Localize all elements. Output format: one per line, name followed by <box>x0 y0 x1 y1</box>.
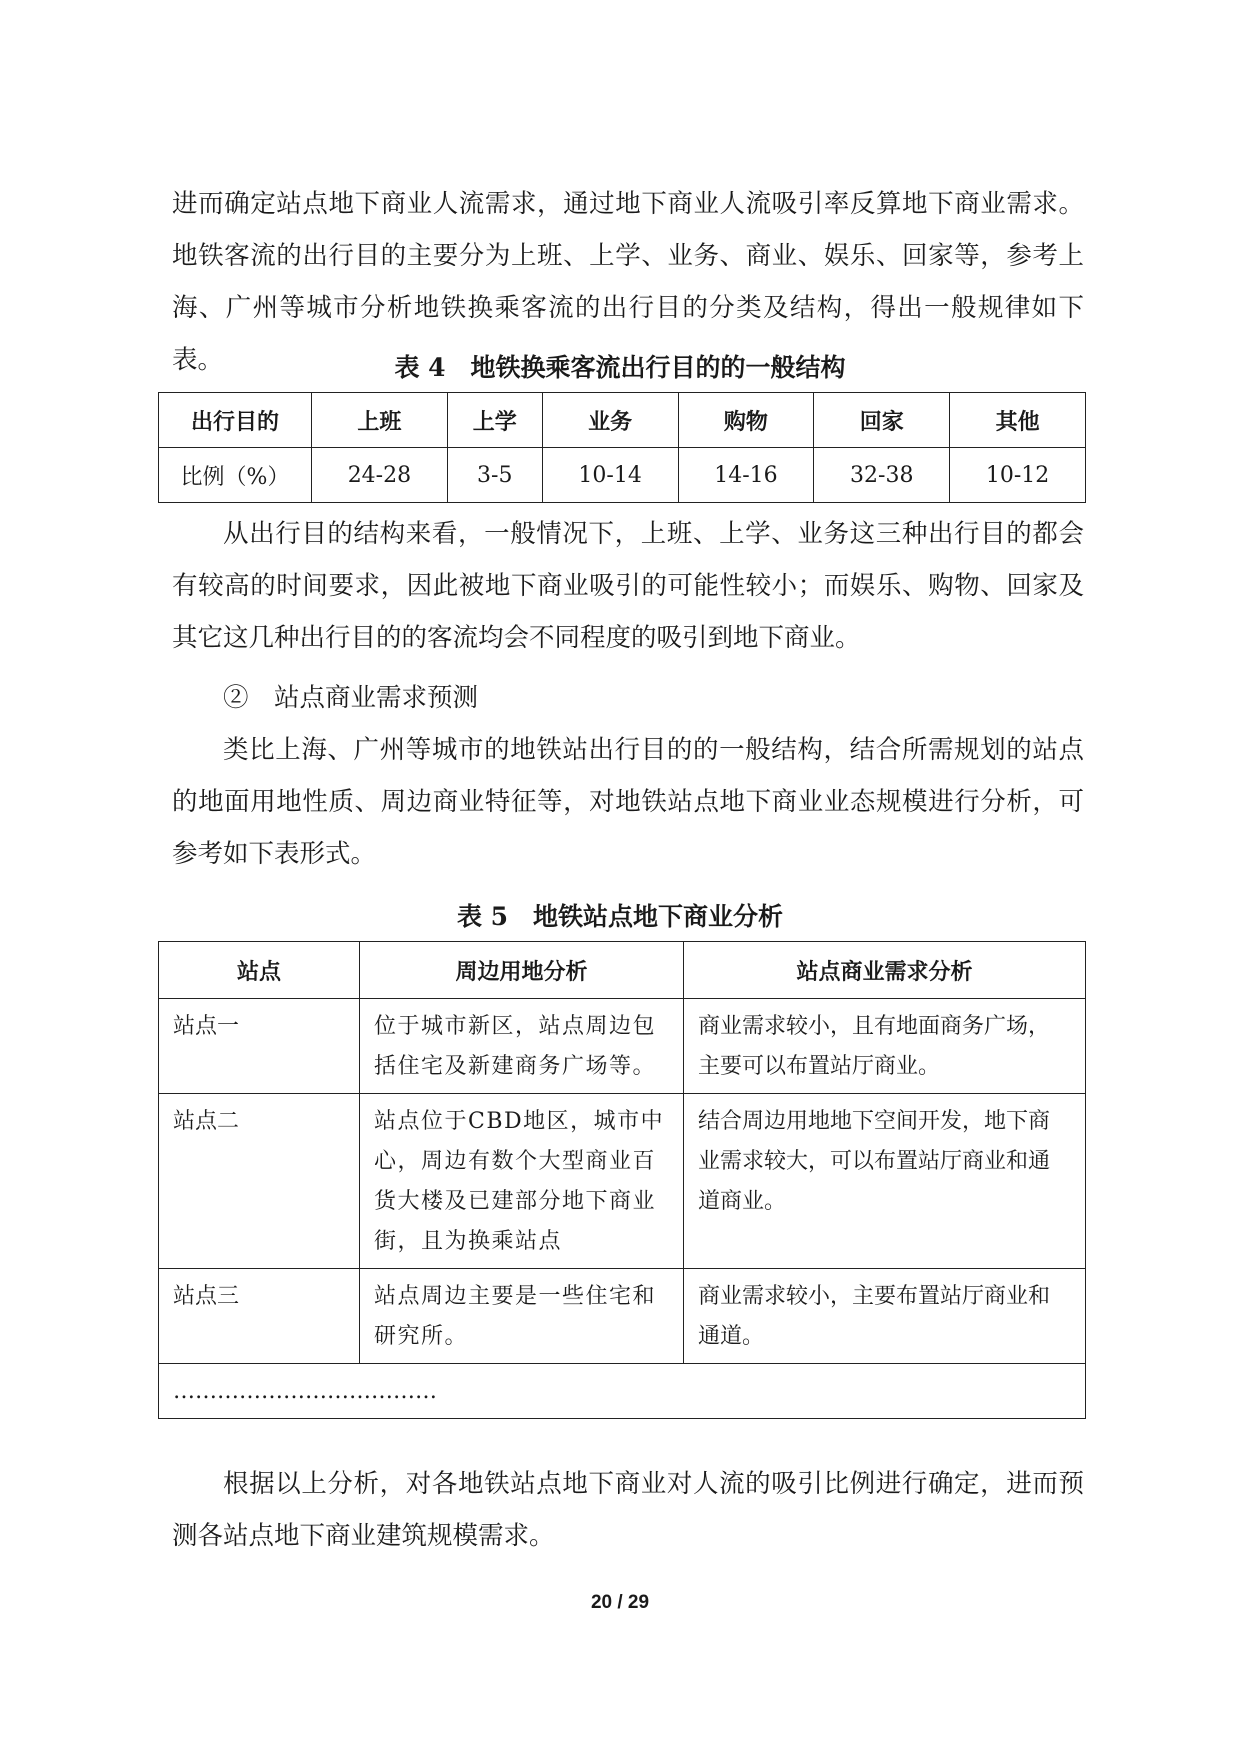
land-use-cell: 位于城市新区，站点周边包括住宅及新建商务广场等。 <box>360 999 684 1094</box>
table4-cell: 24-28 <box>312 448 448 503</box>
demand-cell: 商业需求较小，且有地面商务广场，主要可以布置站厅商业。 <box>684 999 1086 1094</box>
table-row <box>159 1269 1086 1364</box>
station-name-cell: 站点三 <box>159 1269 360 1364</box>
table4-header-cell: 购物 <box>678 393 814 448</box>
table4-header-cell: 上学 <box>447 393 542 448</box>
table5-header-cell: 站点商业需求分析 <box>684 942 1086 999</box>
demand-cell: 结合周边用地地下空间开发，地下商业需求较大，可以布置站厅商业和通道商业。 <box>684 1094 1086 1269</box>
table4-header-cell: 上班 <box>312 393 448 448</box>
table4-cell: 10-12 <box>950 448 1086 503</box>
table4-header-row <box>159 393 1086 448</box>
table-row <box>159 448 1086 503</box>
table4-header-cell: 回家 <box>814 393 950 448</box>
table5-header-row <box>159 942 1086 999</box>
table4-header-cell: 业务 <box>542 393 678 448</box>
table4-cell: 14-16 <box>678 448 814 503</box>
page-number: 20 / 29 <box>590 1592 650 1613</box>
table4-cell: 32-38 <box>814 448 950 503</box>
table4-trip-purpose <box>158 392 1086 503</box>
table5-header-cell: 站点 <box>159 942 360 999</box>
intro-paragraph: 进而确定站点地下商业人流需求，通过地下商业人流吸引率反算地下商业需求。地铁客流的出行目的主要分为上班、上学、业务、商业、娱乐、回家等，参考上海、广州等城市分析地铁换乘客流的出行目的分类及结构，得出一般规律如下表。 <box>172 189 1084 375</box>
analogy-paragraph: 类比上海、广州等城市的地铁站出行目的的一般结构，结合所需规划的站点的地面用地性质、周边商业特征等，对地铁站点地下商业业态规模进行分析，可参考如下表形式。 <box>172 735 1084 869</box>
table-row <box>159 999 1086 1094</box>
table-row <box>159 1094 1086 1269</box>
land-use-cell: 站点周边主要是一些住宅和研究所。 <box>360 1269 684 1364</box>
table4-cell: 10-14 <box>542 448 678 503</box>
conclusion-paragraph: 根据以上分析，对各地铁站点地下商业对人流的吸引比例进行确定，进而预测各站点地下商业建筑规模需求。 <box>172 1469 1084 1551</box>
table4-header-cell: 其他 <box>950 393 1086 448</box>
station-name-cell: 站点二 <box>159 1094 360 1269</box>
structure-paragraph: 从出行目的结构来看，一般情况下，上班、上学、业务这三种出行目的都会有较高的时间要求，因此被地下商业吸引的可能性较小；而娱乐、购物、回家及其它这几种出行目的的客流均会不同程度的吸引到地下商业。 <box>172 519 1084 653</box>
table-row <box>159 1364 1086 1419</box>
ellipsis-cell: ……………………………… <box>159 1364 1086 1419</box>
station-name-cell: 站点一 <box>159 999 360 1094</box>
table4-cell: 3-5 <box>447 448 542 503</box>
table4-header-cell: 出行目的 <box>159 393 312 448</box>
table4-cell: 比例（%） <box>159 448 312 503</box>
table5-header-cell: 周边用地分析 <box>360 942 684 999</box>
section-subheading: ② 站点商业需求预测 <box>223 683 479 713</box>
table4-caption: 表 4 地铁换乘客流出行目的的一般结构 <box>394 353 846 382</box>
land-use-cell: 站点位于CBD地区，城市中心，周边有数个大型商业百货大楼及已建部分地下商业街，且为换乘站点 <box>360 1094 684 1269</box>
table5-caption: 表 5 地铁站点地下商业分析 <box>456 902 784 931</box>
table5-station-analysis <box>158 941 1086 1419</box>
demand-cell: 商业需求较小，主要布置站厅商业和通道。 <box>684 1269 1086 1364</box>
